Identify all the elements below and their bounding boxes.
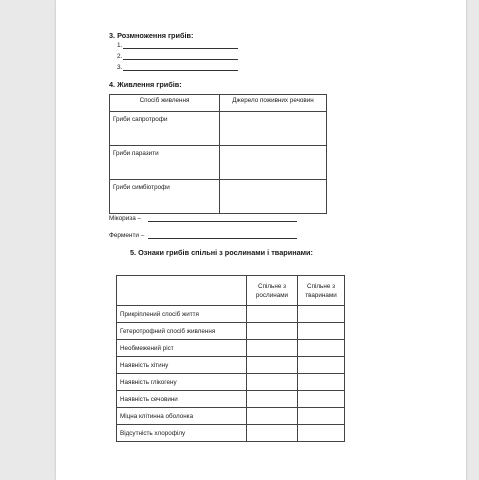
answer-line-1[interactable] [123, 48, 238, 49]
answer-cell-animals[interactable] [298, 357, 345, 374]
table-row [117, 323, 345, 340]
answer-cell-plants[interactable] [247, 306, 298, 323]
table-row [110, 146, 327, 180]
answer-cell[interactable] [220, 112, 327, 146]
answer-cell-animals[interactable] [298, 425, 345, 442]
table-row [117, 408, 345, 425]
table-row [117, 391, 345, 408]
answer-cell-plants[interactable] [247, 357, 298, 374]
table-row [117, 374, 345, 391]
section-5-heading: 5. Ознаки грибів спільні з рослинами і тваринами: [130, 248, 313, 257]
list-item-2-number: 2. [117, 53, 123, 60]
answer-cell-animals[interactable] [298, 374, 345, 391]
table-row [110, 112, 327, 146]
row-label: Прикріплений спосіб життя [117, 306, 247, 323]
table-row [117, 306, 345, 323]
list-item-1-number: 1. [117, 42, 123, 49]
answer-cell-plants[interactable] [247, 323, 298, 340]
answer-cell-animals[interactable] [298, 391, 345, 408]
table-row [117, 357, 345, 374]
table-header-nutrition-method: Спосіб живлення [110, 95, 220, 112]
answer-cell-plants[interactable] [247, 391, 298, 408]
document-page [56, 0, 466, 480]
row-label: Міцна клітинна оболонка [117, 408, 247, 425]
row-label: Необмежений ріст [117, 340, 247, 357]
row-label: Відсутність хлорофілу [117, 425, 247, 442]
row-label: Гриби паразити [110, 146, 220, 180]
answer-line-2[interactable] [123, 59, 238, 60]
row-label: Гриби симбіотрофи [110, 180, 220, 214]
table-header-common-plants: Спільне з рослинами [247, 276, 298, 306]
answer-cell-plants[interactable] [247, 408, 298, 425]
row-label: Наявність глікогену [117, 374, 247, 391]
row-label: Гриби сапротрофи [110, 112, 220, 146]
table-header-nutrient-source: Джерело поживних речовин [220, 95, 327, 112]
mycorrhiza-label: Мікориза – [109, 215, 142, 222]
answer-cell-animals[interactable] [298, 408, 345, 425]
table-header-common-animals: Спільне з тваринами [298, 276, 345, 306]
answer-cell-animals[interactable] [298, 340, 345, 357]
answer-line-3[interactable] [123, 70, 238, 71]
table-header-trait [117, 276, 247, 306]
row-label: Наявність хітину [117, 357, 247, 374]
table-row [117, 340, 345, 357]
mycorrhiza-answer-line[interactable] [148, 221, 297, 222]
row-label: Гетеротрофний спосіб живлення [117, 323, 247, 340]
row-label: Наявність сечовини [117, 391, 247, 408]
traits-table [116, 275, 345, 442]
answer-cell-plants[interactable] [247, 425, 298, 442]
answer-cell[interactable] [220, 180, 327, 214]
answer-cell-plants[interactable] [247, 340, 298, 357]
table-row [117, 425, 345, 442]
table-row [110, 180, 327, 214]
answer-cell[interactable] [220, 146, 327, 180]
answer-cell-animals[interactable] [298, 323, 345, 340]
list-item-3-number: 3. [117, 64, 123, 71]
section-3-heading: 3. Розмноження грибів: [109, 31, 194, 40]
answer-cell-animals[interactable] [298, 306, 345, 323]
nutrition-table [109, 94, 327, 214]
section-4-heading: 4. Живлення грибів: [109, 80, 182, 89]
answer-cell-plants[interactable] [247, 374, 298, 391]
enzymes-label: Ферменти – [109, 232, 145, 239]
enzymes-answer-line[interactable] [148, 238, 297, 239]
